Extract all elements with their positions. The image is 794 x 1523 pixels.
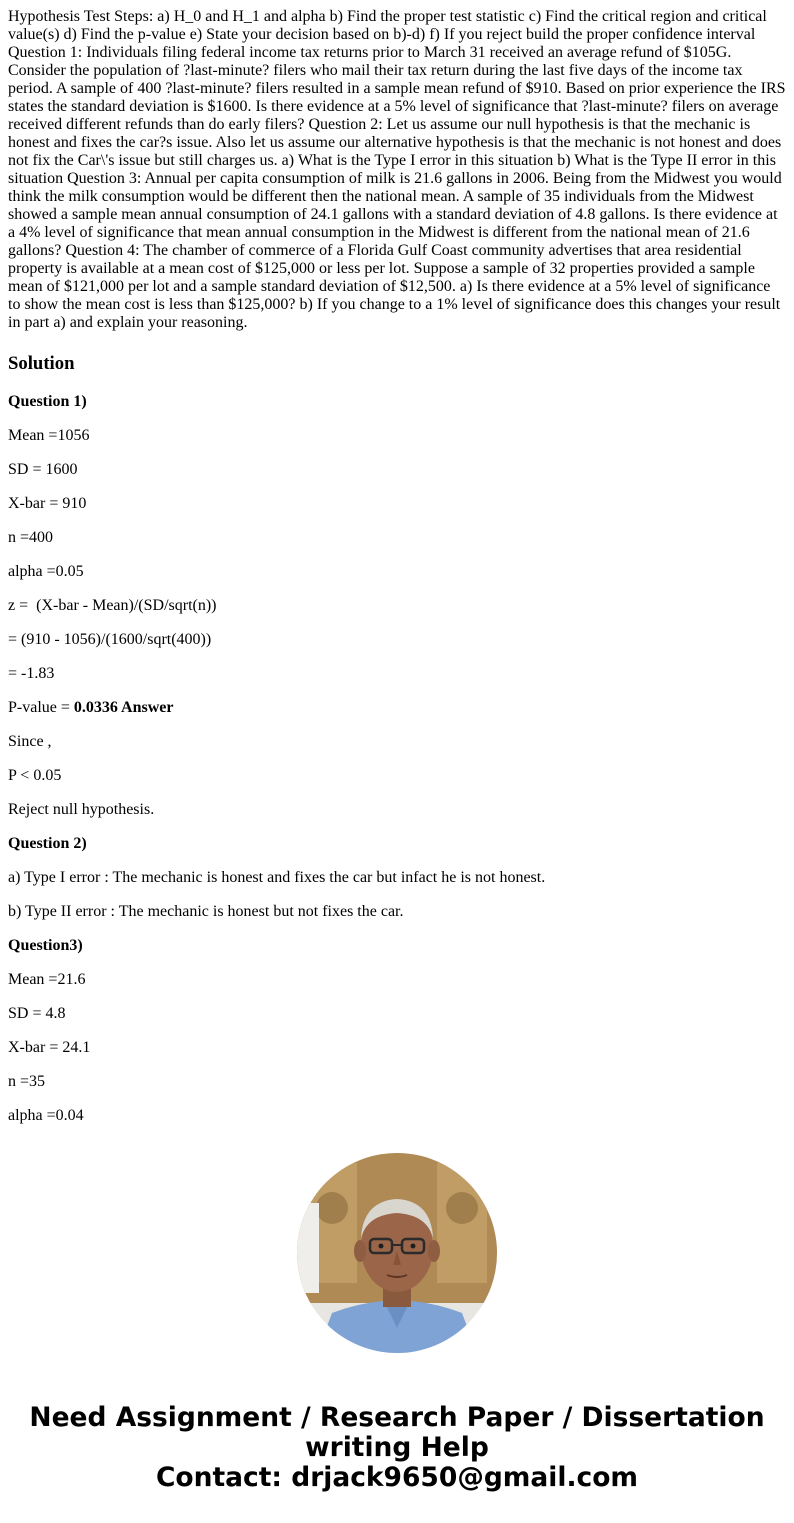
q1-pvalue-answer: 0.0336 Answer: [73, 699, 174, 716]
solution-heading: Solution: [8, 353, 75, 374]
q2-heading: Question 2): [8, 835, 87, 852]
q1-alpha: alpha =0.05: [8, 563, 84, 580]
q1-pvalue: [8, 699, 786, 717]
question-text: Hypothesis Test Steps: a) H_0 and H_1 and alpha b) Find the proper test statistic c) Find the critical region and critical value(s) d) Find the p-value e) State your decision based on b)-d) f) If you reject build the proper confidence interval Question 1: Individuals filing federal income tax returns prior to March 31 received an average refund of $105G. Consider the population of ?last-minute? filers who mail their tax return during the last five days of the income tax period. A sample of 400 ?last-minute? filers resulted in a sample mean refund of $910. Based on prior experience the IRS states the standard deviation is $1600. Is there evidence at a 5% level of significance that ?last-minute? filers on average received different refunds than do early filers? Question 2: Let us assume our null hypothesis is that the mechanic is honest and fixes the car?s issue. Also let us assume our alternative hypothesis is that the mechanic is not honest and does not fix the Car\'s issue but still charges us. a) What is the Type I error in this situation b) What is the Type II error in this situation Question 3: Annual per capita consumption of milk is 21.6 gallons in 2006. Being from the Midwest you would think the milk consumption would be different then the national mean. A sample of 35 individuals from the Midwest showed a sample mean annual consumption of 24.1 gallons with a standard deviation of 4.8 gallons. Is there evidence at a 4% level of significance that mean annual consumption in the Midwest is different from the national mean of 21.6 gallons? Question 4: The chamber of commerce of a Florida Gulf Coast community advertises that area residential property is available at a mean cost of $125,000 or less per lot. Suppose a sample of 32 properties provided a sample mean of $121,000 per lot and a sample standard deviation of $12,500. a) Is there evidence at a 5% level of significance to show the mean cost is less than $125,000? b) If you change to a 1% level of significance does this changes your result in part a) and explain your reasoning.: [8, 8, 786, 331]
q3-heading: Question3): [8, 937, 83, 954]
q1-p-compare: P < 0.05: [8, 767, 62, 784]
promo-banner: [0, 1403, 794, 1493]
q1-n: n =400: [8, 529, 54, 546]
q2-type2-error: b) Type II error : The mechanic is honest but not fixes the car.: [8, 903, 404, 920]
promo-line-1: Need Assignment / Research Paper / Dissertation: [29, 1402, 765, 1433]
q1-z-value: = -1.83: [8, 665, 55, 682]
q1-mean: Mean =1056: [8, 427, 90, 444]
q1-xbar: X-bar = 910: [8, 495, 87, 512]
q3-mean: Mean =21.6: [8, 971, 86, 988]
promo-line-2: writing Help: [305, 1432, 489, 1463]
q1-z-substitution: = (910 - 1056)/(1600/sqrt(400)): [8, 631, 212, 648]
q1-decision: Reject null hypothesis.: [8, 801, 155, 818]
q1-since: Since ,: [8, 733, 52, 750]
q1-pvalue-label: P-value =: [8, 699, 74, 716]
q1-sd: SD = 1600: [8, 461, 78, 478]
q3-n: n =35: [8, 1073, 46, 1090]
q3-alpha: alpha =0.04: [8, 1107, 84, 1124]
q1-heading: Question 1): [8, 393, 87, 410]
q2-type1-error: a) Type I error : The mechanic is honest and fixes the car but infact he is not honest.: [8, 869, 546, 886]
promo-contact: Contact: drjack9650@gmail.com: [155, 1462, 639, 1493]
q3-sd: SD = 4.8: [8, 1005, 66, 1022]
q1-z-formula: z = (X-bar - Mean)/(SD/sqrt(n)): [8, 597, 217, 614]
q3-xbar: X-bar = 24.1: [8, 1039, 91, 1056]
author-avatar: [297, 1153, 497, 1353]
author-portrait: [297, 1153, 497, 1353]
